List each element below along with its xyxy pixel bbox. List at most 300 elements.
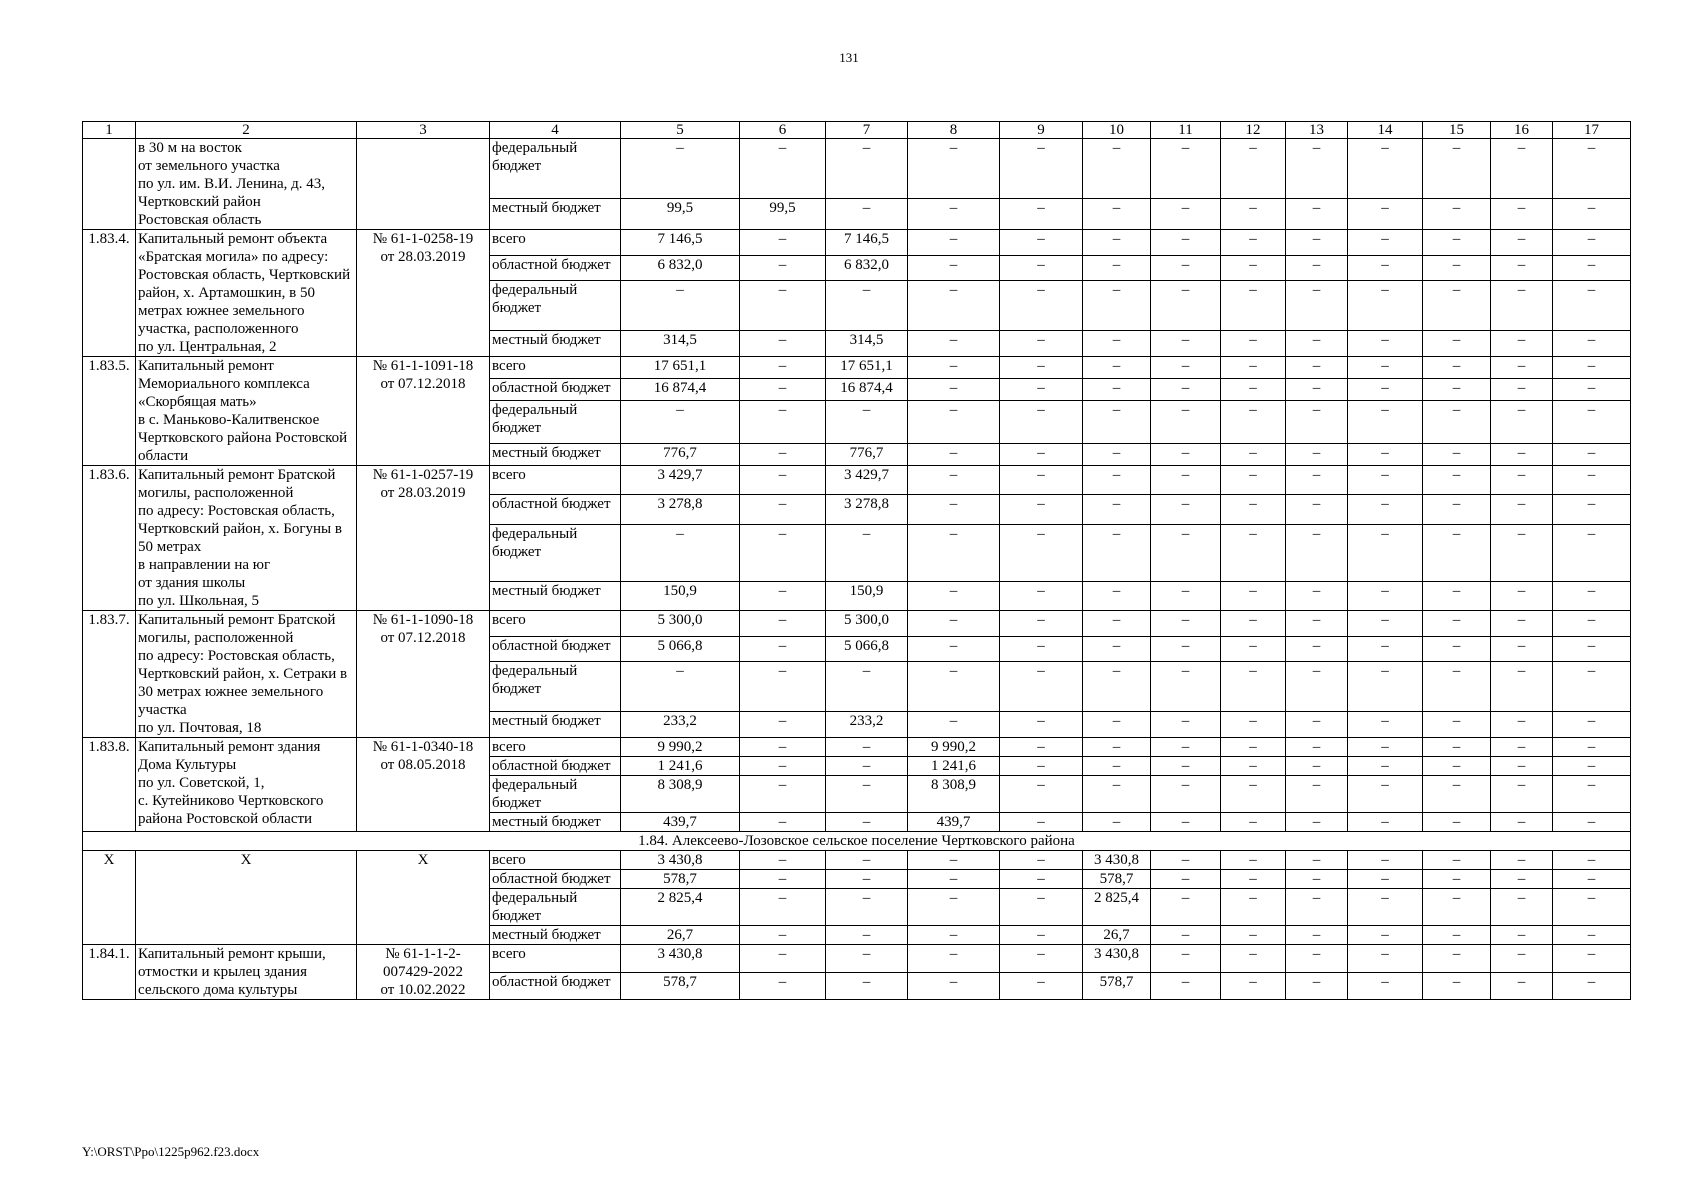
value-cell: –	[1083, 495, 1151, 524]
item-number	[83, 139, 136, 230]
value-cell: –	[1221, 331, 1286, 357]
value-cell: –	[1348, 926, 1423, 945]
value-cell: –	[1553, 443, 1631, 465]
funding-source: областной бюджет	[490, 757, 621, 776]
value-cell: –	[1491, 255, 1553, 281]
value-cell: –	[1221, 662, 1286, 712]
value-cell: 1 241,6	[621, 757, 740, 776]
value-cell: –	[1286, 357, 1348, 379]
value-cell: –	[1491, 813, 1553, 832]
value-cell: –	[1348, 581, 1423, 610]
value-cell: –	[1286, 230, 1348, 256]
value-cell: –	[1000, 972, 1083, 1000]
column-header: 13	[1286, 122, 1348, 139]
value-cell: –	[908, 230, 1000, 256]
value-cell: 150,9	[826, 581, 908, 610]
value-cell: –	[1348, 757, 1423, 776]
value-cell: –	[1221, 712, 1286, 738]
value-cell: –	[1553, 379, 1631, 401]
value-cell: –	[908, 331, 1000, 357]
value-cell: –	[1553, 281, 1631, 331]
column-header: 12	[1221, 122, 1286, 139]
value-cell: –	[740, 776, 826, 813]
value-cell: 26,7	[621, 926, 740, 945]
value-cell: –	[1553, 199, 1631, 230]
value-cell: –	[1553, 357, 1631, 379]
value-cell: 8 308,9	[621, 776, 740, 813]
value-cell: –	[1423, 281, 1491, 331]
value-cell: –	[1151, 581, 1221, 610]
value-cell: –	[1348, 331, 1423, 357]
value-cell: –	[1423, 712, 1491, 738]
value-cell: –	[1286, 926, 1348, 945]
value-cell: –	[621, 662, 740, 712]
value-cell: –	[1000, 379, 1083, 401]
value-cell: –	[1553, 495, 1631, 524]
value-cell: –	[1348, 401, 1423, 444]
value-cell: –	[1423, 889, 1491, 926]
value-cell: –	[1000, 581, 1083, 610]
value-cell: –	[1348, 495, 1423, 524]
table-row	[83, 230, 1631, 256]
value-cell: –	[1000, 757, 1083, 776]
value-cell: –	[1286, 443, 1348, 465]
value-cell: –	[1151, 738, 1221, 757]
value-cell: –	[1286, 139, 1348, 199]
value-cell: –	[908, 851, 1000, 870]
value-cell: –	[740, 255, 826, 281]
column-header: 5	[621, 122, 740, 139]
value-cell: –	[1083, 199, 1151, 230]
column-number-row	[83, 122, 1631, 139]
value-cell: –	[1151, 443, 1221, 465]
value-cell: –	[1286, 813, 1348, 832]
table-row	[83, 945, 1631, 973]
value-cell: –	[826, 524, 908, 581]
value-cell: –	[1221, 611, 1286, 637]
value-cell: 7 146,5	[826, 230, 908, 256]
value-cell: –	[1286, 972, 1348, 1000]
value-cell: 5 066,8	[826, 636, 908, 662]
value-cell: 8 308,9	[908, 776, 1000, 813]
value-cell: –	[1286, 851, 1348, 870]
value-cell: –	[1553, 611, 1631, 637]
value-cell: –	[740, 611, 826, 637]
value-cell: –	[1083, 581, 1151, 610]
value-cell: –	[1151, 636, 1221, 662]
value-cell: –	[1553, 662, 1631, 712]
value-cell: –	[1423, 495, 1491, 524]
value-cell: –	[1083, 712, 1151, 738]
value-cell: –	[908, 611, 1000, 637]
value-cell: –	[1553, 581, 1631, 610]
value-cell: –	[1348, 813, 1423, 832]
value-cell: –	[1348, 712, 1423, 738]
value-cell: –	[1000, 281, 1083, 331]
value-cell: 99,5	[740, 199, 826, 230]
value-cell: 439,7	[621, 813, 740, 832]
value-cell: –	[1491, 757, 1553, 776]
value-cell: –	[826, 662, 908, 712]
value-cell: –	[740, 357, 826, 379]
value-cell: –	[1348, 443, 1423, 465]
value-cell: –	[1151, 889, 1221, 926]
value-cell: –	[1348, 255, 1423, 281]
item-name: Капитальный ремонт Мемориального комплекса «Скорбящая мать» в с. Маньково-Калитвенское Чертковского района Ростовской области	[136, 357, 357, 466]
value-cell: 1 241,6	[908, 757, 1000, 776]
value-cell: –	[1083, 281, 1151, 331]
value-cell: –	[1423, 926, 1491, 945]
value-cell: –	[1491, 466, 1553, 495]
value-cell: –	[1083, 813, 1151, 832]
funding-source: областной бюджет	[490, 379, 621, 401]
value-cell: 5 066,8	[621, 636, 740, 662]
value-cell: –	[826, 199, 908, 230]
value-cell: –	[1083, 379, 1151, 401]
value-cell: –	[1491, 662, 1553, 712]
value-cell: –	[826, 281, 908, 331]
value-cell: –	[1000, 813, 1083, 832]
value-cell: –	[908, 357, 1000, 379]
table-row	[83, 139, 1631, 199]
value-cell: 233,2	[826, 712, 908, 738]
value-cell: –	[1151, 331, 1221, 357]
value-cell: –	[740, 945, 826, 973]
value-cell: –	[1000, 139, 1083, 199]
value-cell: –	[740, 712, 826, 738]
column-header: 17	[1553, 122, 1631, 139]
value-cell: –	[1221, 972, 1286, 1000]
value-cell: –	[1000, 199, 1083, 230]
funding-source: всего	[490, 945, 621, 973]
value-cell: –	[1286, 662, 1348, 712]
value-cell: –	[1000, 357, 1083, 379]
column-header: 7	[826, 122, 908, 139]
value-cell: –	[740, 738, 826, 757]
value-cell: –	[1221, 524, 1286, 581]
funding-source: федеральный бюджет	[490, 281, 621, 331]
value-cell: –	[1083, 255, 1151, 281]
value-cell: –	[908, 712, 1000, 738]
value-cell: –	[826, 738, 908, 757]
file-path-footer: Y:\ORST\Ppo\1225p962.f23.docx	[82, 1144, 260, 1159]
value-cell: –	[1491, 524, 1553, 581]
value-cell: –	[740, 889, 826, 926]
funding-source: областной бюджет	[490, 495, 621, 524]
item-document: № 61-1-0340-18 от 08.05.2018	[357, 738, 490, 832]
value-cell: –	[1000, 945, 1083, 973]
budget-table	[82, 121, 1631, 1000]
value-cell: –	[1221, 139, 1286, 199]
value-cell: –	[1423, 636, 1491, 662]
value-cell: –	[740, 813, 826, 832]
value-cell: –	[1348, 738, 1423, 757]
funding-source: местный бюджет	[490, 926, 621, 945]
value-cell: –	[908, 972, 1000, 1000]
value-cell: –	[740, 757, 826, 776]
section-row	[83, 832, 1631, 851]
value-cell: –	[1286, 889, 1348, 926]
funding-source: всего	[490, 851, 621, 870]
value-cell: –	[1000, 776, 1083, 813]
value-cell: –	[740, 972, 826, 1000]
value-cell: –	[1221, 757, 1286, 776]
value-cell: 776,7	[621, 443, 740, 465]
value-cell: –	[1423, 230, 1491, 256]
value-cell: –	[1000, 738, 1083, 757]
value-cell: –	[826, 870, 908, 889]
value-cell: –	[1348, 889, 1423, 926]
value-cell: –	[1423, 401, 1491, 444]
funding-source: федеральный бюджет	[490, 662, 621, 712]
value-cell: –	[908, 466, 1000, 495]
value-cell: –	[1491, 281, 1553, 331]
value-cell: –	[1151, 611, 1221, 637]
value-cell: –	[1553, 776, 1631, 813]
funding-source: всего	[490, 738, 621, 757]
funding-source: федеральный бюджет	[490, 139, 621, 199]
value-cell: –	[1423, 611, 1491, 637]
value-cell: –	[908, 281, 1000, 331]
value-cell: –	[1491, 443, 1553, 465]
value-cell: –	[1423, 662, 1491, 712]
value-cell: –	[1553, 851, 1631, 870]
value-cell: 2 825,4	[1083, 889, 1151, 926]
value-cell: –	[1423, 776, 1491, 813]
value-cell: –	[740, 401, 826, 444]
value-cell: –	[1348, 466, 1423, 495]
item-number: 1.83.8.	[83, 738, 136, 832]
value-cell: 776,7	[826, 443, 908, 465]
value-cell: –	[826, 401, 908, 444]
value-cell: –	[1151, 926, 1221, 945]
value-cell: –	[1151, 870, 1221, 889]
value-cell: 3 430,8	[621, 851, 740, 870]
value-cell: –	[1083, 357, 1151, 379]
value-cell: –	[1348, 662, 1423, 712]
column-header: 15	[1423, 122, 1491, 139]
value-cell: 7 146,5	[621, 230, 740, 256]
value-cell: –	[1423, 870, 1491, 889]
value-cell: –	[1423, 581, 1491, 610]
value-cell: –	[1151, 379, 1221, 401]
value-cell: –	[1221, 357, 1286, 379]
value-cell: –	[1348, 139, 1423, 199]
value-cell: –	[1221, 813, 1286, 832]
value-cell: –	[1000, 870, 1083, 889]
value-cell: –	[1000, 611, 1083, 637]
value-cell: 3 278,8	[826, 495, 908, 524]
value-cell: –	[1286, 738, 1348, 757]
value-cell: –	[1083, 401, 1151, 444]
value-cell: –	[621, 139, 740, 199]
item-document	[357, 139, 490, 230]
funding-source: областной бюджет	[490, 870, 621, 889]
value-cell: –	[740, 581, 826, 610]
value-cell: –	[621, 281, 740, 331]
funding-source: местный бюджет	[490, 813, 621, 832]
value-cell: –	[1000, 495, 1083, 524]
item-number: 1.83.5.	[83, 357, 136, 466]
value-cell: –	[1553, 926, 1631, 945]
value-cell: –	[621, 401, 740, 444]
value-cell: –	[908, 524, 1000, 581]
value-cell: –	[1423, 466, 1491, 495]
column-header: 1	[83, 122, 136, 139]
value-cell: –	[908, 636, 1000, 662]
value-cell: 3 430,8	[621, 945, 740, 973]
value-cell: –	[1151, 281, 1221, 331]
value-cell: –	[1286, 757, 1348, 776]
column-header: 6	[740, 122, 826, 139]
value-cell: –	[1423, 255, 1491, 281]
item-name: в 30 м на восток от земельного участка по ул. им. В.И. Ленина, д. 43, Чертковский район Ростовская область	[136, 139, 357, 230]
item-document: № 61-1-0258-19 от 28.03.2019	[357, 230, 490, 357]
value-cell: –	[1151, 466, 1221, 495]
value-cell: –	[740, 870, 826, 889]
column-header: 9	[1000, 122, 1083, 139]
value-cell: –	[1221, 199, 1286, 230]
value-cell: –	[1286, 870, 1348, 889]
value-cell: –	[1348, 357, 1423, 379]
item-number: 1.84.1.	[83, 945, 136, 1000]
value-cell: –	[1491, 636, 1553, 662]
value-cell: –	[1286, 611, 1348, 637]
value-cell: –	[1553, 331, 1631, 357]
value-cell: –	[1423, 443, 1491, 465]
value-cell: –	[826, 757, 908, 776]
value-cell: –	[1423, 524, 1491, 581]
value-cell: –	[1000, 712, 1083, 738]
value-cell: 3 430,8	[1083, 851, 1151, 870]
value-cell: –	[1348, 870, 1423, 889]
value-cell: 150,9	[621, 581, 740, 610]
value-cell: –	[1348, 611, 1423, 637]
value-cell: –	[1221, 401, 1286, 444]
value-cell: –	[1553, 972, 1631, 1000]
value-cell: –	[1491, 495, 1553, 524]
funding-source: местный бюджет	[490, 199, 621, 230]
value-cell: –	[1286, 495, 1348, 524]
value-cell: 17 651,1	[621, 357, 740, 379]
section-title: 1.84. Алексеево-Лозовское сельское поселение Чертковского района	[83, 832, 1631, 851]
value-cell: –	[1221, 945, 1286, 973]
value-cell: –	[1151, 757, 1221, 776]
value-cell: –	[826, 813, 908, 832]
value-cell: –	[1151, 255, 1221, 281]
value-cell: –	[1151, 776, 1221, 813]
value-cell: –	[1083, 230, 1151, 256]
value-cell: –	[1423, 757, 1491, 776]
item-document: № 61-1-1091-18 от 07.12.2018	[357, 357, 490, 466]
value-cell: –	[1000, 466, 1083, 495]
value-cell: –	[1491, 401, 1553, 444]
value-cell: –	[1286, 199, 1348, 230]
value-cell: 578,7	[1083, 972, 1151, 1000]
value-cell: –	[1286, 331, 1348, 357]
value-cell: –	[1083, 757, 1151, 776]
value-cell: –	[826, 889, 908, 926]
value-cell: –	[1553, 230, 1631, 256]
value-cell: –	[1083, 466, 1151, 495]
value-cell: –	[1221, 889, 1286, 926]
value-cell: –	[1348, 281, 1423, 331]
value-cell: –	[1423, 851, 1491, 870]
value-cell: 9 990,2	[908, 738, 1000, 757]
value-cell: –	[1423, 331, 1491, 357]
value-cell: –	[1221, 851, 1286, 870]
funding-source: всего	[490, 230, 621, 256]
value-cell: 314,5	[621, 331, 740, 357]
value-cell: –	[1221, 738, 1286, 757]
item-name: Капитальный ремонт Братской могилы, расположенной по адресу: Ростовская область, Чертковский район, х. Сетраки в 30 метрах южнее земельного участка по ул. Почтовая, 18	[136, 611, 357, 738]
value-cell: –	[740, 230, 826, 256]
column-header: 11	[1151, 122, 1221, 139]
value-cell: –	[1221, 870, 1286, 889]
value-cell: –	[1348, 972, 1423, 1000]
value-cell: –	[1151, 495, 1221, 524]
table-row	[83, 357, 1631, 379]
value-cell: –	[1423, 945, 1491, 973]
value-cell: –	[1553, 738, 1631, 757]
value-cell: –	[1348, 851, 1423, 870]
item-name: Капитальный ремонт здания Дома Культуры по ул. Советской, 1, с. Кутейниково Чертковского района Ростовской области	[136, 738, 357, 832]
value-cell: –	[1491, 331, 1553, 357]
value-cell: –	[826, 851, 908, 870]
value-cell: –	[740, 662, 826, 712]
column-header: 3	[357, 122, 490, 139]
value-cell: –	[826, 926, 908, 945]
value-cell: –	[1491, 581, 1553, 610]
value-cell: 6 832,0	[826, 255, 908, 281]
value-cell: –	[1000, 401, 1083, 444]
value-cell: –	[1423, 972, 1491, 1000]
value-cell: –	[1423, 139, 1491, 199]
value-cell: –	[1491, 139, 1553, 199]
value-cell: –	[1221, 636, 1286, 662]
item-name: Капитальный ремонт Братской могилы, расположенной по адресу: Ростовская область, Чертковский район, х. Богуны в 50 метрах в направлении на юг от здания школы по ул. Школьная, 5	[136, 466, 357, 611]
item-name: Х	[136, 851, 357, 945]
column-header: 2	[136, 122, 357, 139]
value-cell: –	[1151, 357, 1221, 379]
value-cell: 16 874,4	[826, 379, 908, 401]
value-cell: –	[1348, 945, 1423, 973]
funding-source: областной бюджет	[490, 255, 621, 281]
value-cell: –	[1221, 443, 1286, 465]
value-cell: –	[1151, 230, 1221, 256]
funding-source: местный бюджет	[490, 331, 621, 357]
value-cell: –	[1000, 331, 1083, 357]
value-cell: –	[1221, 926, 1286, 945]
value-cell: –	[1348, 230, 1423, 256]
value-cell: –	[1221, 581, 1286, 610]
funding-source: федеральный бюджет	[490, 776, 621, 813]
value-cell: –	[1491, 926, 1553, 945]
value-cell: –	[1151, 662, 1221, 712]
value-cell: –	[908, 945, 1000, 973]
column-header: 14	[1348, 122, 1423, 139]
value-cell: –	[1491, 851, 1553, 870]
value-cell: –	[1083, 662, 1151, 712]
value-cell: –	[1553, 870, 1631, 889]
value-cell: –	[1491, 357, 1553, 379]
value-cell: –	[740, 636, 826, 662]
funding-source: федеральный бюджет	[490, 401, 621, 444]
value-cell: –	[1491, 712, 1553, 738]
value-cell: –	[1491, 199, 1553, 230]
value-cell: –	[1083, 139, 1151, 199]
value-cell: 2 825,4	[621, 889, 740, 926]
